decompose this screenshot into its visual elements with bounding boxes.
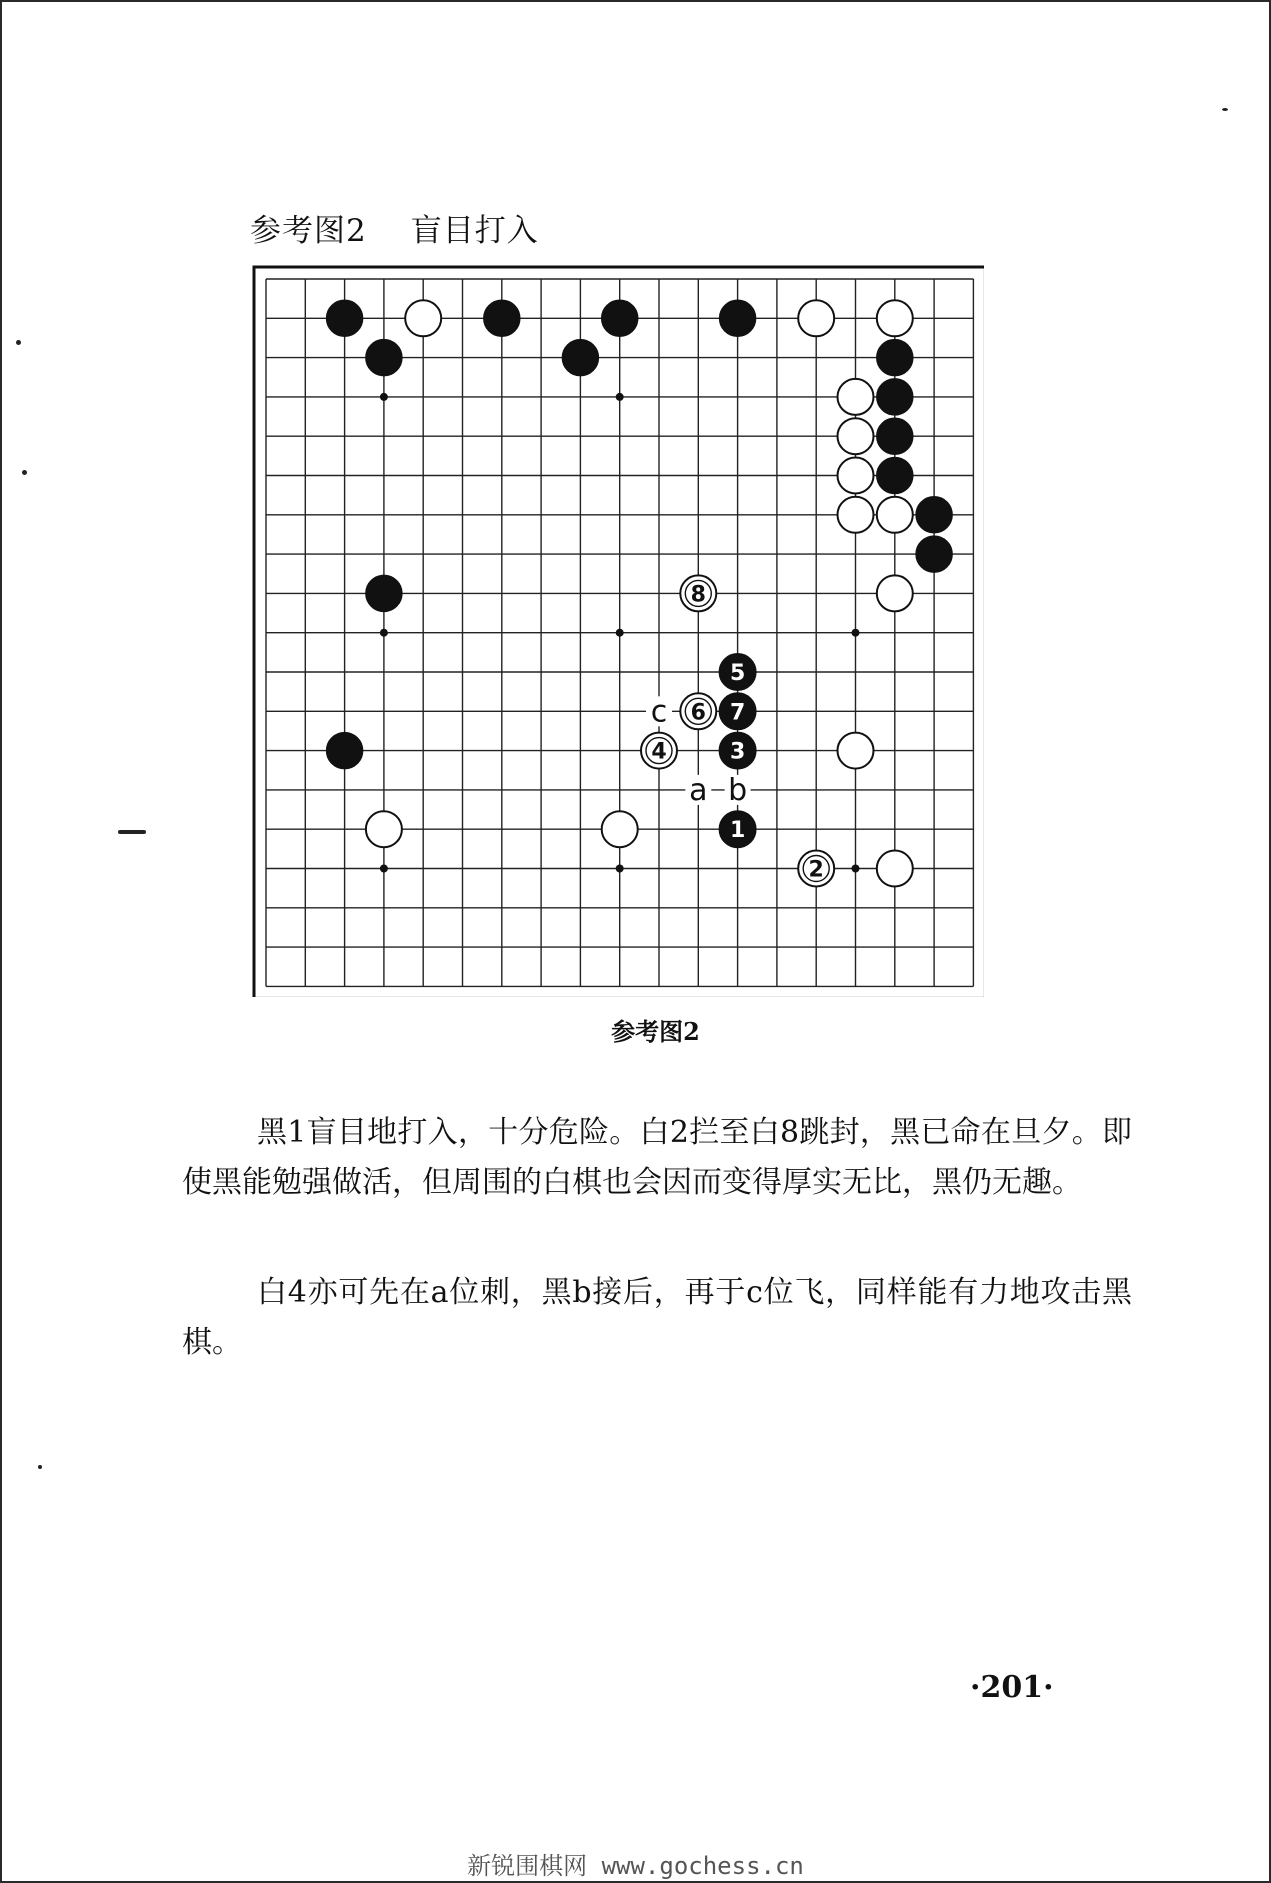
paragraph-1: 黑1盲目地打入，十分危险。白2拦至白8跳封，黑已命在旦夕。即使黑能勉强做活，但周围的白棋也会因而变得厚实无比，黑仍无趣。 bbox=[182, 1115, 1132, 1200]
scan-speck bbox=[118, 830, 146, 834]
black-stone bbox=[877, 379, 913, 415]
point-letter: b bbox=[728, 772, 748, 808]
black-stone bbox=[916, 536, 952, 572]
black-stone bbox=[562, 340, 598, 376]
point-letter: c bbox=[650, 694, 668, 730]
black-stone bbox=[484, 300, 520, 336]
white-stone bbox=[405, 300, 441, 336]
star-point bbox=[616, 865, 624, 873]
white-stone bbox=[366, 811, 402, 847]
paragraph-2: 白4亦可先在a位刺，黑b接后，再于c位飞，同样能有力地攻击黑棋。 bbox=[182, 1275, 1132, 1360]
scan-speck bbox=[22, 470, 27, 475]
white-stone bbox=[798, 300, 834, 336]
white-stone bbox=[877, 575, 913, 611]
white-stone bbox=[877, 300, 913, 336]
star-point bbox=[616, 629, 624, 637]
move-number: 3 bbox=[729, 739, 746, 765]
black-stone bbox=[916, 497, 952, 533]
move-number: 5 bbox=[729, 661, 746, 686]
move-number: 7 bbox=[729, 700, 746, 726]
scan-speck bbox=[16, 340, 21, 345]
white-stone bbox=[838, 458, 874, 494]
star-point bbox=[852, 865, 860, 873]
diagram-heading bbox=[250, 205, 539, 250]
white-stone bbox=[838, 497, 874, 533]
black-stone bbox=[327, 300, 363, 336]
black-stone bbox=[602, 300, 638, 336]
go-board bbox=[252, 265, 984, 997]
black-stone bbox=[877, 340, 913, 376]
move-number: 2 bbox=[808, 857, 824, 883]
move-number: 6 bbox=[690, 700, 706, 726]
white-stone bbox=[838, 379, 874, 415]
white-stone bbox=[877, 497, 913, 533]
page-number: ·201· bbox=[970, 1670, 1054, 1705]
black-stone bbox=[327, 733, 363, 769]
move-number: 4 bbox=[651, 739, 667, 765]
black-stone bbox=[366, 340, 402, 376]
white-stone bbox=[838, 418, 874, 454]
white-stone bbox=[838, 733, 874, 769]
star-point bbox=[380, 865, 388, 873]
scan-speck bbox=[1222, 108, 1228, 111]
figure-caption: 参考图2 bbox=[611, 1017, 700, 1046]
watermark-footer: 新锐围棋网 www.gochess.cn bbox=[467, 1852, 804, 1880]
black-stone bbox=[366, 575, 402, 611]
move-number: 1 bbox=[729, 818, 746, 844]
scan-speck bbox=[38, 1465, 42, 1469]
heading-title: 盲目打入 bbox=[410, 213, 539, 249]
star-point bbox=[380, 393, 388, 401]
star-point bbox=[852, 629, 860, 637]
star-point bbox=[380, 629, 388, 637]
point-letter: a bbox=[689, 772, 708, 808]
black-stone bbox=[877, 418, 913, 454]
move-number: 8 bbox=[690, 582, 706, 608]
white-stone bbox=[877, 851, 913, 887]
heading-label: 参考图2 bbox=[250, 213, 367, 249]
black-stone bbox=[720, 300, 756, 336]
black-stone bbox=[877, 458, 913, 494]
white-stone bbox=[602, 811, 638, 847]
star-point bbox=[616, 393, 624, 401]
